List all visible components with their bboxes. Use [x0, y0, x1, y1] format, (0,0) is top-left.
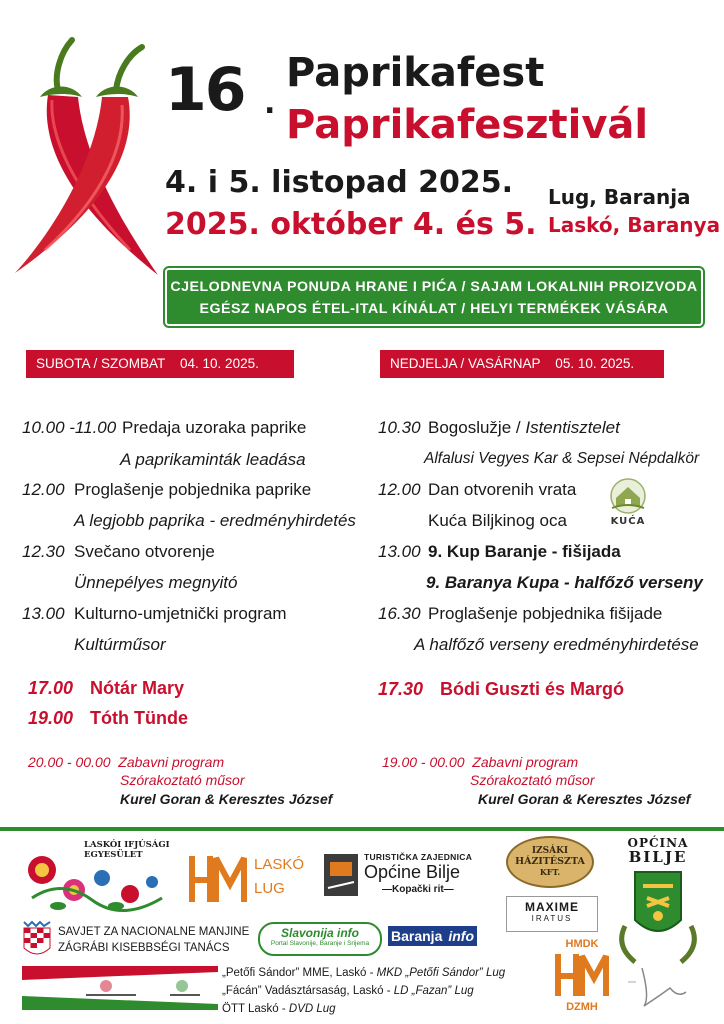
- event-title: Dan otvorenih vrata: [428, 480, 577, 499]
- performer-name: Nótár Mary: [90, 678, 185, 698]
- bilje-coat-of-arms-icon: [615, 866, 701, 966]
- event-time: 12.00: [22, 480, 65, 499]
- location-croatian: Lug, Baranja: [548, 185, 691, 209]
- event-time: 10.30: [378, 418, 421, 437]
- credit-2-hr: LD „Fazan” Lug: [393, 985, 474, 997]
- kuca-label: KUĆA: [610, 516, 646, 527]
- fun-time: 19.00 - 00.00: [382, 754, 465, 770]
- credit-line-2: [222, 982, 505, 1000]
- chili-peppers-illustration: [10, 35, 165, 285]
- maxime-iratus-logo: [506, 896, 598, 932]
- banner-line-hungarian: EGÉSZ NAPOS ÉTEL-ITAL KÍNÁLAT / HELYI TERMÉKEK VÁSÁRA: [199, 301, 669, 317]
- sat-event-4-croatian: [22, 604, 287, 624]
- sat-performer-2: [28, 708, 188, 729]
- hungarian-tricolor-stripe: [22, 966, 218, 1010]
- performer-time: 17.00: [28, 678, 74, 698]
- event-title: 9. Kup Baranje - fišijada: [428, 542, 621, 561]
- credit-1-hu: „Petőfi Sándor” MME, Laskó -: [222, 967, 377, 979]
- event-title: Bogoslužje /: [428, 418, 526, 437]
- event-title: Proglašenje pobjednika fišijade: [428, 604, 663, 623]
- hotel-lug-signature-logo: [622, 958, 702, 1014]
- izsaki-line1: IZSÁKI: [531, 846, 569, 856]
- dzmh-text: DZMH: [566, 1001, 598, 1013]
- ministry-logos-strip: [22, 966, 218, 1010]
- location-hungarian: Laskó, Baranya: [548, 213, 721, 237]
- event-time: 12.00: [378, 480, 421, 499]
- maxime-sub: IRATUS: [531, 914, 573, 923]
- house-icon: [607, 478, 649, 514]
- tourist-board-icon: [322, 852, 360, 898]
- hm-monogram-icon: [188, 850, 250, 906]
- sun-event-1-croatian: [378, 418, 620, 438]
- sun-event-3-croatian: [378, 542, 621, 562]
- credit-3-hr: DVD Lug: [288, 1003, 336, 1015]
- sun-performer-1: [378, 679, 624, 700]
- sun-event-3-hungarian: 9. Baranya Kupa - halfőző verseny: [426, 573, 703, 592]
- national-minorities-council-logo: [22, 918, 252, 962]
- event-time: 10.00 -11.00: [22, 418, 117, 437]
- saturday-heading: SUBOTA / SZOMBAT 04. 10. 2025.: [26, 350, 294, 378]
- title-hungarian: Paprikafesztivál: [286, 102, 649, 148]
- event-time: 13.00: [22, 604, 65, 623]
- sun-event-4-croatian: [378, 604, 662, 624]
- lasko-youth-logo: [22, 838, 182, 918]
- maxime-name: MAXIME: [525, 900, 579, 914]
- event-title: Svečano otvorenje: [74, 542, 215, 561]
- savjet-line1: SAVJET ZA NACIONALNE MANJINE: [58, 926, 250, 938]
- credit-1-hr: MKD „Petőfi Sándor” Lug: [376, 967, 506, 979]
- izsaki-line3: KFT.: [539, 867, 561, 877]
- fun-croatian: Zabavni program: [472, 754, 579, 770]
- credit-line-3: [222, 1000, 505, 1018]
- sat-event-2-croatian: [22, 480, 311, 500]
- event-title: Kulturno-umjetnički program: [74, 604, 287, 623]
- info-part: info: [445, 926, 477, 946]
- hm-lasko-lug-logo: [188, 850, 316, 906]
- tz-line3: —Kopački rit—: [382, 884, 454, 895]
- event-title: Predaja uzoraka paprike: [122, 418, 307, 437]
- credit-line-1: [222, 964, 505, 982]
- tz-line2: Općine Bilje: [364, 862, 461, 882]
- sat-fun-artists: Kurel Goran & Keresztes József: [120, 791, 333, 807]
- event-time: 16.30: [378, 604, 421, 623]
- sun-event-4-hungarian: A halfőző verseny eredményhirdetése: [414, 635, 699, 654]
- sun-fun-artists: Kurel Goran & Keresztes József: [478, 791, 691, 807]
- event-time: 12.30: [22, 542, 65, 561]
- fun-croatian: Zabavni program: [118, 754, 225, 770]
- sat-event-4-hungarian: Kultúrműsor: [74, 635, 166, 654]
- credit-2-hu: „Fácán” Vadásztársaság, Laskó -: [222, 985, 394, 997]
- lasko-youth-name: LASKÓI IFJÚSÁGI EGYESÜLET: [84, 840, 170, 860]
- fun-time: 20.00 - 00.00: [28, 754, 111, 770]
- baranja-info-logo: [388, 924, 490, 948]
- performer-time: 17.30: [378, 679, 424, 699]
- slavonija-name: Slavonija info: [280, 926, 359, 940]
- hm-lasko-text: LASKÓ: [254, 856, 305, 873]
- hmdk-monogram-icon: [552, 950, 612, 1000]
- offer-banner: [165, 268, 703, 326]
- sun-fun-hungarian: Szórakoztató műsor: [470, 772, 595, 788]
- sun-event-2-croatian: [378, 480, 576, 500]
- hmdk-text: HMDK: [565, 938, 599, 950]
- sun-event-2-hungarian: Kuća Biljkinog oca: [428, 511, 567, 530]
- savjet-line2: ZÁGRÁBI KISEBBSÉGI TANÁCS: [58, 942, 230, 954]
- performer-name: Bódi Guszti és Margó: [440, 679, 625, 699]
- sat-fun-hungarian: Szórakoztató műsor: [120, 772, 245, 788]
- hm-lug-text: LUG: [254, 880, 285, 897]
- title-croatian: Paprikafest: [286, 50, 545, 96]
- kuca-logo: [603, 478, 653, 527]
- date-hungarian: 2025. október 4. és 5.: [165, 207, 537, 242]
- baranja-part: Baranja: [388, 926, 445, 946]
- event-time: 13.00: [378, 542, 421, 561]
- sun-event-1-hungarian: Alfalusi Vegyes Kar & Sepsei Népdalkör: [424, 450, 700, 467]
- sat-fun-program: [28, 754, 224, 770]
- performer-name: Tóth Tünde: [90, 708, 188, 728]
- izsaki-logo: [506, 836, 594, 888]
- izsaki-line2: HÁZITÉSZTA: [515, 856, 585, 867]
- tz-line1: TURISTIČKA ZAJEDNICA: [364, 852, 473, 862]
- sunday-heading: NEDJELJA / VASÁRNAP 05. 10. 2025.: [380, 350, 664, 378]
- partner-credits: [222, 964, 505, 1018]
- opcina-line2: BILJE: [628, 848, 688, 866]
- opcina-bilje-logo: [612, 836, 704, 970]
- sponsor-separator: [0, 827, 724, 831]
- sat-event-3-croatian: [22, 542, 215, 562]
- sat-event-1-hungarian: A paprikaminták leadása: [120, 450, 306, 469]
- date-croatian: 4. i 5. listopad 2025.: [165, 165, 514, 200]
- sat-performer-1: [28, 678, 184, 699]
- opcina-line1: OPĆINA: [627, 836, 689, 850]
- sat-event-2-hungarian: A legjobb paprika - eredményhirdetés: [74, 511, 356, 530]
- sun-fun-program: [382, 754, 578, 770]
- sat-event-1-croatian: [22, 418, 306, 438]
- slavonija-info-logo: [258, 922, 382, 956]
- sat-event-3-hungarian: Ünnepélyes megnyitó: [74, 573, 238, 592]
- tourist-board-logo: [322, 850, 492, 902]
- performer-time: 19.00: [28, 708, 74, 728]
- croatian-coat-of-arms-icon: [22, 920, 52, 960]
- edition-dot: .: [264, 86, 276, 121]
- slavonija-sub: Portal Slavonije, Baranje i Srijema: [270, 940, 370, 947]
- hmdk-logo: [548, 938, 616, 1020]
- credit-3-hu: ÖTT Laskó -: [222, 1003, 289, 1015]
- banner-line-croatian: CJELODNEVNA PONUDA HRANE I PIĆA / SAJAM LOKALNIH PROIZVODA: [170, 279, 698, 295]
- edition-number: 16: [165, 55, 245, 125]
- event-title-italic: Istentisztelet: [525, 418, 620, 437]
- event-title: Proglašenje pobjednika paprike: [74, 480, 312, 499]
